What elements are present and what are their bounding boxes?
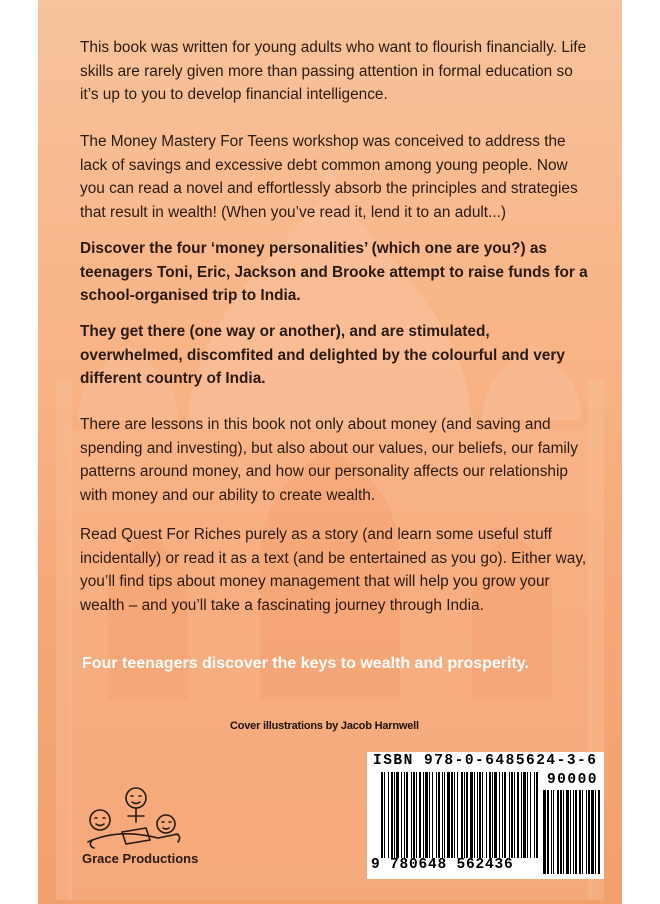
barcode-bar xyxy=(530,772,531,858)
barcode-bar xyxy=(457,772,458,858)
barcode-bar xyxy=(451,772,453,858)
addon-bar xyxy=(595,790,596,874)
barcode-bar xyxy=(429,772,430,858)
barcode-bar xyxy=(438,772,440,858)
isbn-number: ISBN 978-0-6485624-3-6 xyxy=(373,753,598,769)
barcode-bar xyxy=(464,772,465,858)
barcode-bar xyxy=(444,772,445,858)
barcode-bar xyxy=(494,772,497,858)
publisher-name: Grace Productions xyxy=(82,851,199,866)
barcode-bar xyxy=(381,772,383,858)
barcode-bar xyxy=(384,772,385,858)
barcode-bar xyxy=(423,772,424,858)
barcode-bar xyxy=(470,772,473,858)
addon-bar xyxy=(579,790,581,874)
barcode-bar xyxy=(419,772,421,858)
barcode-bar xyxy=(413,772,415,858)
barcode-bar xyxy=(474,772,475,858)
addon-bar xyxy=(582,790,583,874)
barcode-bar xyxy=(391,772,393,858)
money-personalities-paragraph: Discover the four ‘money personalities’ (which one are you?) as teenagers Toni, Eric, Jackson and Brooke attempt to raise funds for a school-organised trip to India. xyxy=(80,240,588,304)
addon-bar xyxy=(588,790,590,874)
barcode-bar xyxy=(396,772,399,858)
barcode-bar xyxy=(504,772,506,858)
workshop-paragraph: The Money Mastery For Teens workshop was conceived to address the lack of savings and excessive debt common among young people. Now you can read a novel and effortlessly absorb the principles and strategies that result in wealth! (When you’ve read it, lend it to an adult...) xyxy=(80,133,578,221)
barcode-bar xyxy=(517,772,519,858)
addon-bar xyxy=(573,790,574,874)
barcode-bar xyxy=(521,772,522,858)
addon-bar xyxy=(563,790,564,874)
barcode-bar xyxy=(523,772,526,858)
barcode-bar xyxy=(509,772,510,858)
barcode-bar xyxy=(489,772,491,858)
barcode-bar xyxy=(401,772,402,858)
lessons-paragraph: There are lessons in this book not only about money (and saving and spending and investing), but also about our values, our beliefs, our family patterns around money, and how our personality affects our relationship with money and our ability to create wealth. xyxy=(80,416,578,504)
addon-bar xyxy=(553,790,554,874)
barcode-bar xyxy=(511,772,513,858)
barcode-bar xyxy=(527,772,528,858)
addon-bar xyxy=(575,790,577,874)
addon-bar xyxy=(566,790,569,874)
india-trip-paragraph: They get there (one way or another), and are stimulated, overwhelmed, discomfited and delighted by the colourful and very different country of India. xyxy=(80,323,565,387)
barcode-bar xyxy=(534,772,535,858)
barcode-bar xyxy=(432,772,433,858)
addon-bar xyxy=(547,790,549,874)
addon-bar xyxy=(591,790,594,874)
back-cover xyxy=(38,0,622,904)
barcode-bar xyxy=(461,772,463,858)
barcode-bar xyxy=(479,772,481,858)
barcode-bar xyxy=(536,772,538,858)
addon-bar xyxy=(551,790,552,874)
barcode-bar xyxy=(514,772,515,858)
barcode-bar xyxy=(486,772,487,858)
addon-bar xyxy=(543,790,546,874)
barcode-bar xyxy=(436,772,437,858)
addon-bar xyxy=(557,790,559,874)
barcode-bar xyxy=(388,772,389,858)
addon-bar xyxy=(598,790,600,874)
addon-bar xyxy=(570,790,571,874)
isbn-barcode xyxy=(367,752,604,879)
barcode-bar xyxy=(492,772,493,858)
read-paragraph: Read Quest For Riches purely as a story (and learn some useful stuff incidentally) or read it as a text (and be entertained as you go). Either way, you’ll find tips about money management that will help you grow your wealth – and you’ll take a fascinating journey through India. xyxy=(80,526,587,614)
illustration-credits: Cover illustrations by Jacob Harnwell xyxy=(230,720,419,732)
ean-number: 9 780648 562436 xyxy=(371,857,514,873)
barcode-bar xyxy=(482,772,483,858)
barcode-bar xyxy=(466,772,468,858)
barcode-bar xyxy=(442,772,443,858)
barcode-bar xyxy=(394,772,395,858)
price-addon: 90000 xyxy=(546,772,598,788)
barcode-bar xyxy=(447,772,450,858)
barcode-bar xyxy=(477,772,478,858)
addon-bar xyxy=(560,790,562,874)
barcode-bar xyxy=(499,772,500,858)
tagline: Four teenagers discover the keys to wealth and prosperity. xyxy=(82,655,529,672)
addon-bar xyxy=(586,790,587,874)
barcode-bar xyxy=(411,772,412,858)
barcode-bar xyxy=(404,772,405,858)
barcode-bar xyxy=(425,772,428,858)
barcode-bar xyxy=(502,772,503,858)
barcode-bar xyxy=(416,772,417,858)
barcode-bar xyxy=(454,772,455,858)
intro-paragraph: This book was written for young adults who want to flourish financially. Life skills are rarely given more than passing attention in formal education so it’s up to you to develop financial intelligence. xyxy=(80,39,587,103)
barcode-bar xyxy=(406,772,408,858)
